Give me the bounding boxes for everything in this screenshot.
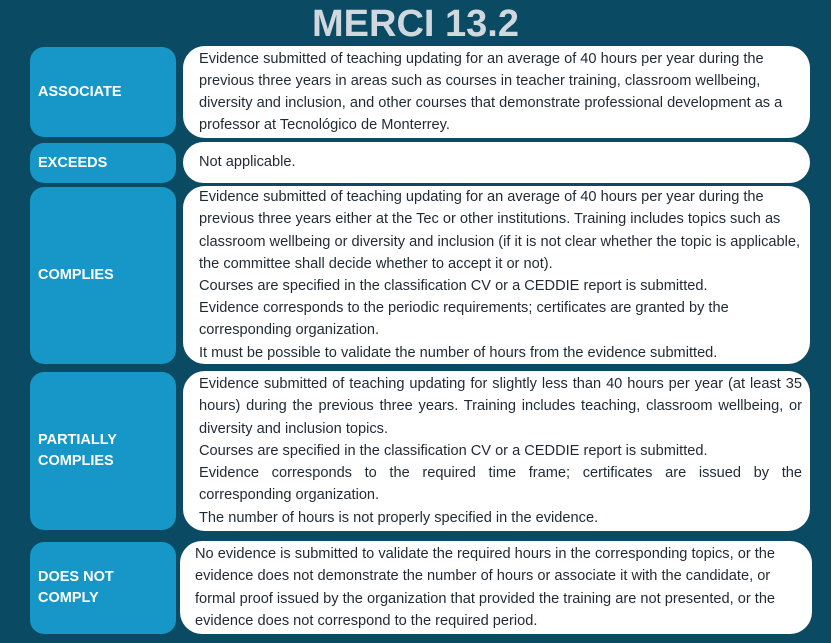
description-paragraph: No evidence is submitted to validate the required hours in the corresponding topics, or the evidence does not demonstrate the number of hours or associate it with the candidate, or formal proof issued by the organization that provided the training are not presented, or the evidence does not correspond to the required period. xyxy=(195,546,776,629)
description-paragraph: Evidence corresponds to the periodic requirements; certificates are granted by the corresponding organization. xyxy=(199,300,729,339)
level-label-associate: ASSOCIATE xyxy=(30,47,176,137)
level-label-partially-complies: PARTIALLY COMPLIES xyxy=(30,372,176,530)
level-label-does-not-comply: DOES NOT COMPLY xyxy=(30,542,176,634)
description-paragraph: Evidence corresponds to the required time frame; certificates are issued by the corresponding organization. xyxy=(199,465,802,504)
description-paragraph: The number of hours is not properly specified in the evidence. xyxy=(199,509,599,526)
description-paragraph: Not applicable. xyxy=(199,154,296,171)
description-paragraph: It must be possible to validate the number of hours from the evidence submitted. xyxy=(199,344,718,361)
description-paragraph: Evidence submitted of teaching updating for an average of 40 hours per year during the previous three years in areas such as courses in teacher training, classroom wellbeing, diversity and inclusion, and other courses that demonstrate professional development as a professor at Tecnológico de Monterrey. xyxy=(199,50,783,134)
description-paragraph: Evidence submitted of teaching updating for slightly less than 40 hours per year (at least 35 hours) during the previous three years. Training includes teaching, classroom wellbeing, or diversity and inclusion topics. xyxy=(199,376,802,437)
level-description-exceeds xyxy=(183,142,810,183)
level-description-associate xyxy=(183,46,810,138)
level-description-does-not-comply xyxy=(180,541,812,634)
level-description-complies xyxy=(183,186,810,364)
description-paragraph: Courses are specified in the classification CV or a CEDDIE report is submitted. xyxy=(199,278,708,294)
description-paragraph: Courses are specified in the classification CV or a CEDDIE report is submitted. xyxy=(199,442,708,459)
level-description-partially-complies xyxy=(183,371,810,531)
page-title: MERCI 13.2 xyxy=(312,3,519,45)
description-paragraph: Evidence submitted of teaching updating for an average of 40 hours per year during the previous three years either at the Tec or other institutions. Training includes topics such as classroom wellbeing or diversity and inclusion (if it is not clear whether the topic is applicable, the committee shall decide whether to accept it or not). xyxy=(199,189,801,272)
level-label-complies: COMPLIES xyxy=(30,187,176,364)
level-label-exceeds: EXCEEDS xyxy=(30,143,176,183)
